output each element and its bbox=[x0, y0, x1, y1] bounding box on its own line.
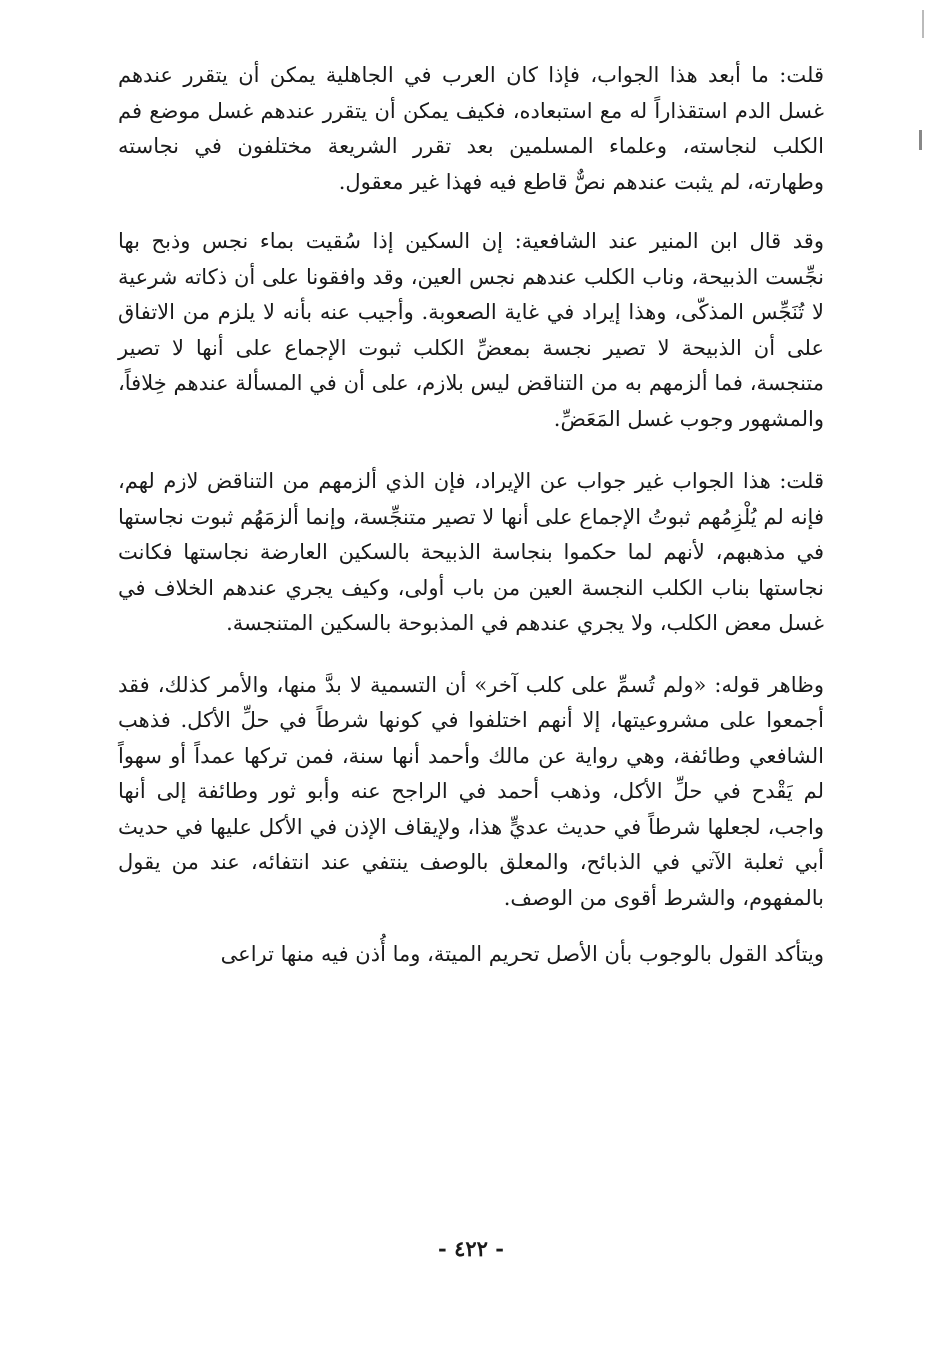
page-body bbox=[118, 58, 824, 973]
paragraph: وقد قال ابن المنير عند الشافعية: إن السكين إذا سُقيت بماء نجس وذبح بها نجِّست الذبيحة، وناب الكلب عندهم نجس العين، وقد وافقونا على أن ذكاته شرعية لا تُنَجِّس المذكّى، وهذا إيراد في غاية الصعوبة. وأجيب عنه بأنه لا يلزم من الاتفاق على أن الذبيحة لا تصير نجسة بمعضِّ الكلب ثبوت الإجماع على أنها لا تصير متنجسة، فما ألزمهم به من التناقض ليس بلازم، على أن في المسألة عندهم خِلافاً، والمشهور وجوب غسل المَعَضِّ. bbox=[118, 229, 824, 431]
paragraph: ويتأكد القول بالوجوب بأن الأصل تحريم الميتة، وما أُذن فيه منها تراعى bbox=[220, 942, 824, 966]
paragraph: قلت: ما أبعد هذا الجواب، فإذا كان العرب في الجاهلية يمكن أن يتقرر عندهم غسل الدم استقذاراً له مع استبعاده، فكيف يمكن أن يتقرر عندهم غسل موضع فم الكلب لنجاسته، وعلماء المسلمين بعد تقرر الشريعة مختلفون في نجاسته وطهارته، لم يثبت عندهم نصٌّ قاطع فيه فهذا غير معقول. bbox=[118, 63, 824, 194]
page-number: - ٤٢٢ - bbox=[438, 1236, 504, 1261]
scan-mark bbox=[922, 10, 924, 38]
paragraph: وظاهر قوله: «ولم تُسمِّ على كلب آخر» أن التسمية لا بدَّ منها، والأمر كذلك، فقد أجمعوا على مشروعيتها، إلا أنهم اختلفوا في كونها شرطاً في حلِّ الأكل. فذهب الشافعي وطائفة، وهي رواية عن مالك وأحمد أنها سنة، فمن تركها عمداً أو سهواً لم يَقْدح في حلِّ الأكل، وذهب أحمد في الراجح عنه وأبو ثور وطائفة إلى أنها واجب، لجعلها شرطاً في حديث عديٍّ هذا، ولإيقاف الإذن في الأكل عليها في حديث أبي ثعلبة الآتي في الذبائح، والمعلق بالوصف ينتفي عند انتفائه، عند من يقول بالمفهوم، والشرط أقوى من الوصف. bbox=[118, 672, 824, 910]
scan-mark bbox=[919, 130, 922, 150]
paragraph: قلت: هذا الجواب غير جواب عن الإيراد، فإن الذي ألزمهم من التناقض لازم لهم، فإنه لم يُلْزِمُهم ثبوتُ الإجماع على أنها لا تصير متنجِّسة، وإنما ألزمَهُم ثبوت نجاستها في مذهبهم، لأنهم لما حكموا بنجاسة الذبيحة بالسكين العارضة نجاستها فكانت نجاستها بناب الكلب النجسة العين من باب أولى، وكيف يجري عندهم الخلاف في غسل معض الكلب، ولا يجري عندهم في المذبوحة بالسكين المتنجسة. bbox=[118, 469, 824, 635]
